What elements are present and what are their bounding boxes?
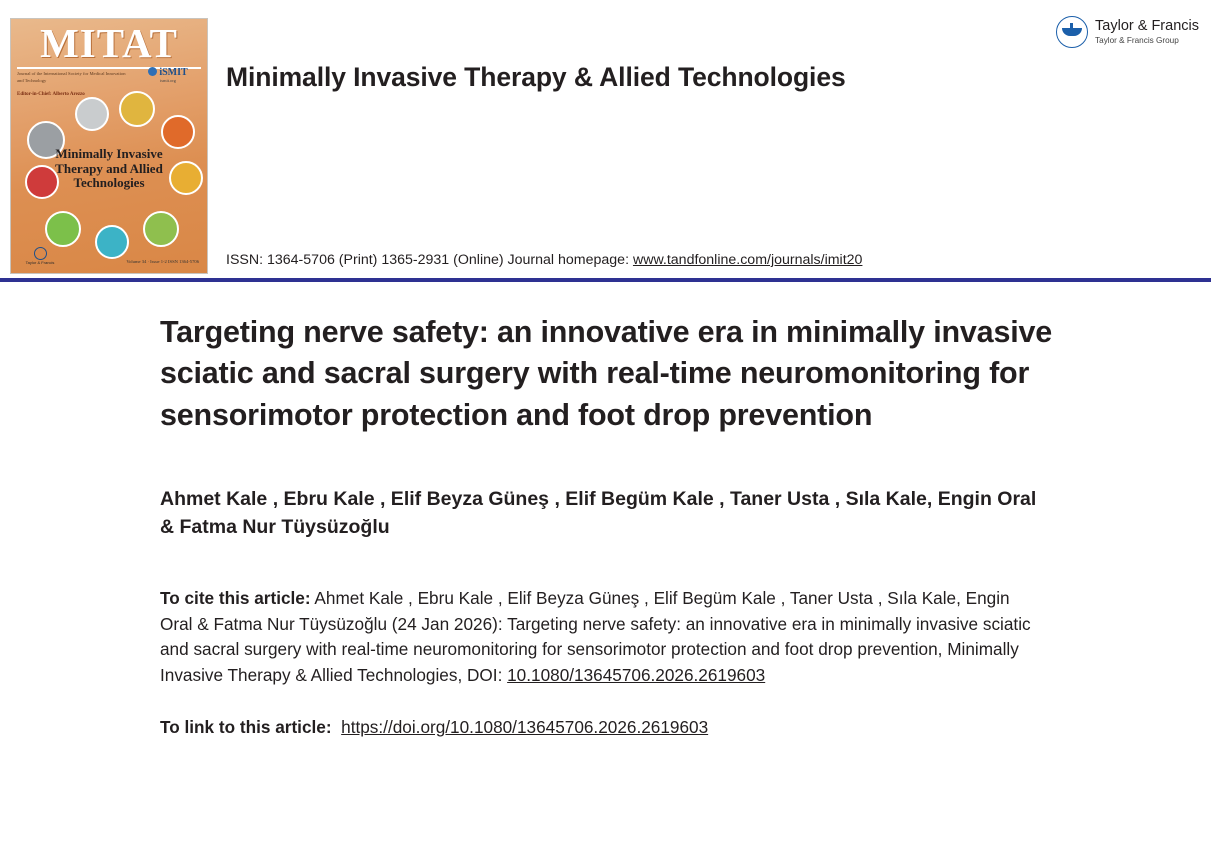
article-doi-url-link[interactable]: https://doi.org/10.1080/13645706.2026.2619603 [341, 716, 709, 737]
cover-publisher-logo: Taylor & Francis [19, 247, 61, 267]
citation-block [160, 586, 1040, 689]
article-link-block [160, 715, 1060, 741]
journal-title: Minimally Invasive Therapy & Allied Technologies [226, 62, 846, 92]
cover-node-4 [161, 115, 195, 149]
citation-label: To cite this article: [160, 587, 311, 608]
cover-masthead: MITAT [40, 20, 178, 66]
cover-node-8 [95, 225, 129, 259]
publisher-name: Taylor & Francis [1095, 17, 1199, 34]
cover-society-logo: iSMIT ismit.org [139, 67, 197, 83]
article-title: Targeting nerve safety: an innovative era in minimally invasive sciatic and sacral surgery with real-time neuromonitoring for sensorimotor protection and foot drop prevention [160, 315, 1053, 432]
article-authors: Ahmet Kale , Ebru Kale , Elif Beyza Güneş , Elif Begüm Kale , Taner Usta , Sıla Kale, Engin Oral & Fatma Nur Tüysüzoğlu [160, 488, 1037, 539]
journal-header [0, 0, 1211, 283]
issn-text: ISSN: 1364-5706 (Print) 1365-2931 (Online) Journal homepage: [226, 252, 633, 268]
taylor-francis-logo-icon [1056, 16, 1088, 48]
header-divider [0, 278, 1211, 282]
citation-text: Ahmet Kale , Ebru Kale , Elif Beyza Güneş , Elif Begüm Kale , Taner Usta , Sıla Kale, Engin Oral & Fatma Nur Tüysüzoğlu (24 Jan 2026): Targeting nerve safety: an innovative era in minimally invasive sciatic and sacral surgery with real-time neuromonitoring for sensorimotor protection and foot drop prevention, Minimally Invasive Therapy & Allied Technologies, DOI: [160, 587, 1031, 686]
cover-node-2 [75, 97, 109, 131]
publisher-group: Taylor & Francis Group [1095, 36, 1179, 46]
issn-line [226, 252, 862, 268]
journal-homepage-link[interactable]: www.tandfonline.com/journals/imit20 [632, 252, 863, 268]
article-link-label: To link to this article: [160, 716, 332, 737]
cover-node-7 [45, 211, 81, 247]
journal-cover-image [10, 18, 208, 274]
taylor-francis-mark-icon [34, 247, 47, 260]
citation-doi-link[interactable]: 10.1080/13645706.2026.2619603 [507, 665, 766, 686]
cover-title: Minimally Invasive Therapy and Allied Technologies [55, 146, 163, 191]
cover-subline: Journal of the International Society for Medical Innovation and Technology [17, 71, 126, 83]
article-info [160, 312, 1060, 741]
cover-volume-info: Volume 34 · Issue 1-2 ISSN 1364-5706 [126, 258, 199, 264]
cover-society-sub: ismit.org [159, 78, 177, 83]
cover-editor: Editor-in-Chief: Alberto Arezzo [17, 92, 85, 97]
cover-node-3 [119, 91, 155, 127]
publisher-logo [1056, 16, 1199, 48]
cover-node-9 [143, 211, 179, 247]
